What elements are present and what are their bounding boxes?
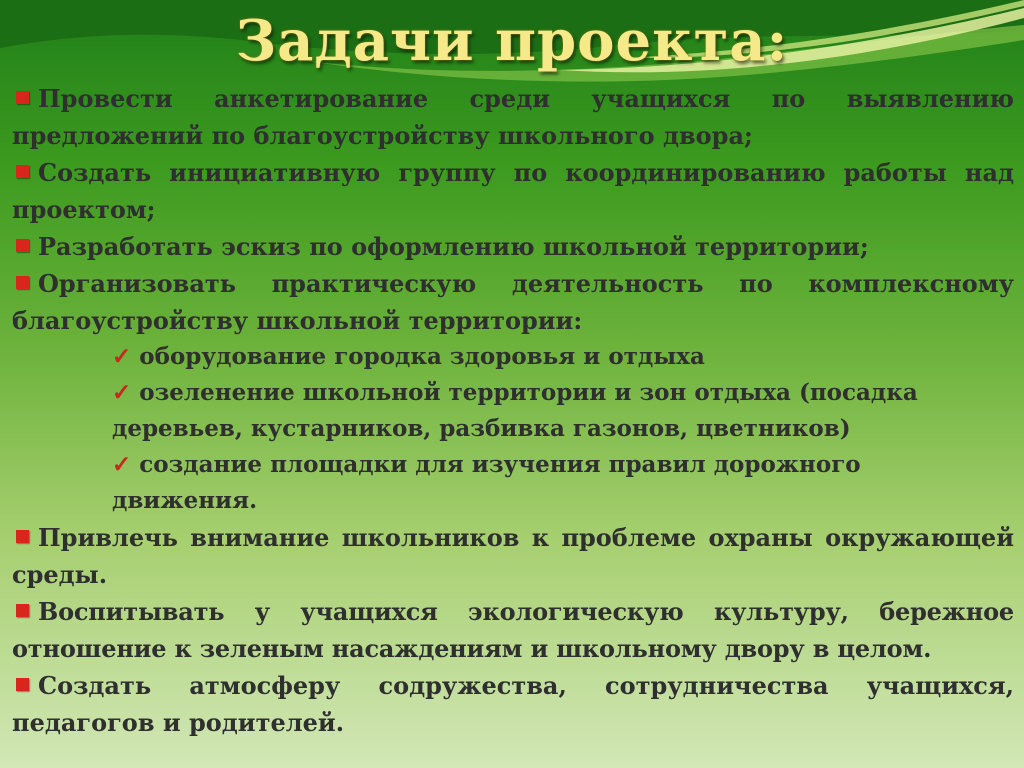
red-square-bullet-icon: [16, 604, 29, 617]
red-square-bullet-icon: [16, 165, 29, 178]
list-item: Создать инициативную группу по координированию работы над проектом;: [12, 158, 1014, 224]
checkmark-icon: ✓: [112, 451, 132, 478]
red-square-bullet-icon: [16, 530, 29, 543]
task-list: [12, 80, 1014, 741]
sub-list-item: ✓ озеленение школьной территории и зон отдыха (посадка деревьев, кустарников, разбивка газонов, цветников): [112, 379, 918, 442]
checkmark-icon: ✓: [112, 379, 132, 406]
list-item: Воспитывать у учащихся экологическую культуру, бережное отношение к зеленым насаждениям и школьному двору в целом.: [12, 597, 1014, 663]
sub-list-item: ✓ создание площадки для изучения правил дорожного движения.: [112, 451, 861, 514]
red-square-bullet-icon: [16, 276, 29, 289]
checkmark-icon: ✓: [112, 343, 132, 370]
sub-list-item: ✓ оборудование городка здоровья и отдыха: [112, 343, 705, 370]
slide-title: Задачи проекта:: [235, 8, 789, 74]
list-item: Провести анкетирование среди учащихся по выявлению предложений по благоустройству школьного двора;: [12, 84, 1014, 150]
list-item: Организовать практическую деятельность по комплексному благоустройству школьной территории:: [12, 269, 1014, 335]
red-square-bullet-icon: [16, 678, 29, 691]
list-item: Создать атмосферу содружества, сотрудничества учащихся, педагогов и родителей.: [12, 671, 1014, 737]
list-item: Разработать эскиз по оформлению школьной территории;: [12, 228, 1014, 265]
red-square-bullet-icon: [16, 239, 29, 252]
red-square-bullet-icon: [16, 91, 29, 104]
list-item: Привлечь внимание школьников к проблеме охраны окружающей среды.: [12, 523, 1014, 589]
